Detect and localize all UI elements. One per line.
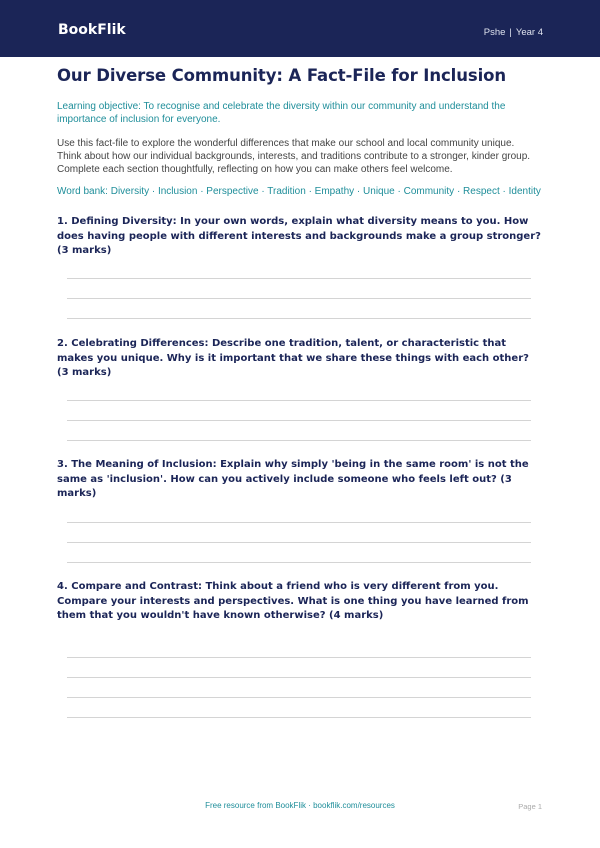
brand-logo-text: BookFlik <box>58 22 126 38</box>
answer-line-q4[interactable] <box>67 697 531 698</box>
answer-line-q2[interactable] <box>67 400 531 401</box>
footer-credit: Free resource from BookFlik · bookflik.com/resources <box>205 801 395 810</box>
answer-line-q4[interactable] <box>67 677 531 678</box>
subject-year-meta <box>484 27 543 38</box>
answer-line-q1[interactable] <box>67 298 531 299</box>
answer-line-q3[interactable] <box>67 562 531 563</box>
page-title: Our Diverse Community: A Fact-File for Inclusion <box>57 66 507 85</box>
year-label: Year 4 <box>515 27 543 38</box>
intro-line: Use this fact-file to explore the wonderful differences that make our school and local community unique. <box>57 138 515 149</box>
question-4: 4. Compare and Contrast: Think about a friend who is very different from you. Compare your interests and perspectives. What is one thing you have learned from them that you wouldn't have known otherwise? (4 marks) <box>57 581 529 621</box>
learning-objective: Learning objective: To recognise and celebrate the diversity within our community and understand the importance of inclusion for everyone. <box>57 101 506 125</box>
word-bank: Word bank: Diversity · Inclusion · Perspective · Tradition · Empathy · Unique · Community · Respect · Identity <box>57 186 541 197</box>
subject-label: Pshe <box>483 27 506 38</box>
answer-line-q3[interactable] <box>67 542 531 543</box>
header-bar <box>0 0 600 57</box>
answer-line-q1[interactable] <box>67 318 531 319</box>
answer-line-q4[interactable] <box>67 717 531 718</box>
answer-line-q1[interactable] <box>67 278 531 279</box>
answer-line-q2[interactable] <box>67 440 531 441</box>
intro-line: Think about how our individual backgrounds, interests, and traditions contribute to a stronger, kinder group. <box>57 151 531 162</box>
question-2: 2. Celebrating Differences: Describe one tradition, talent, or characteristic that makes you unique. Why is it important that we share these things with each other? (3 marks) <box>57 338 529 378</box>
question-3: 3. The Meaning of Inclusion: Explain why simply 'being in the same room' is not the same as 'inclusion'. How can you actively include someone who feels left out? (3 marks) <box>57 459 529 499</box>
intro-line: Complete each section thoughtfully, reflecting on how you can make others feel welcome. <box>57 164 453 175</box>
page-number: Page 1 <box>518 802 542 811</box>
intro-text <box>57 137 543 176</box>
meta-separator: | <box>509 27 512 38</box>
answer-line-q2[interactable] <box>67 420 531 421</box>
answer-line-q3[interactable] <box>67 522 531 523</box>
question-1: 1. Defining Diversity: In your own words, explain what diversity means to you. How does having people with different interests and backgrounds make a group stronger? (3 marks) <box>57 216 541 256</box>
answer-line-q4[interactable] <box>67 657 531 658</box>
